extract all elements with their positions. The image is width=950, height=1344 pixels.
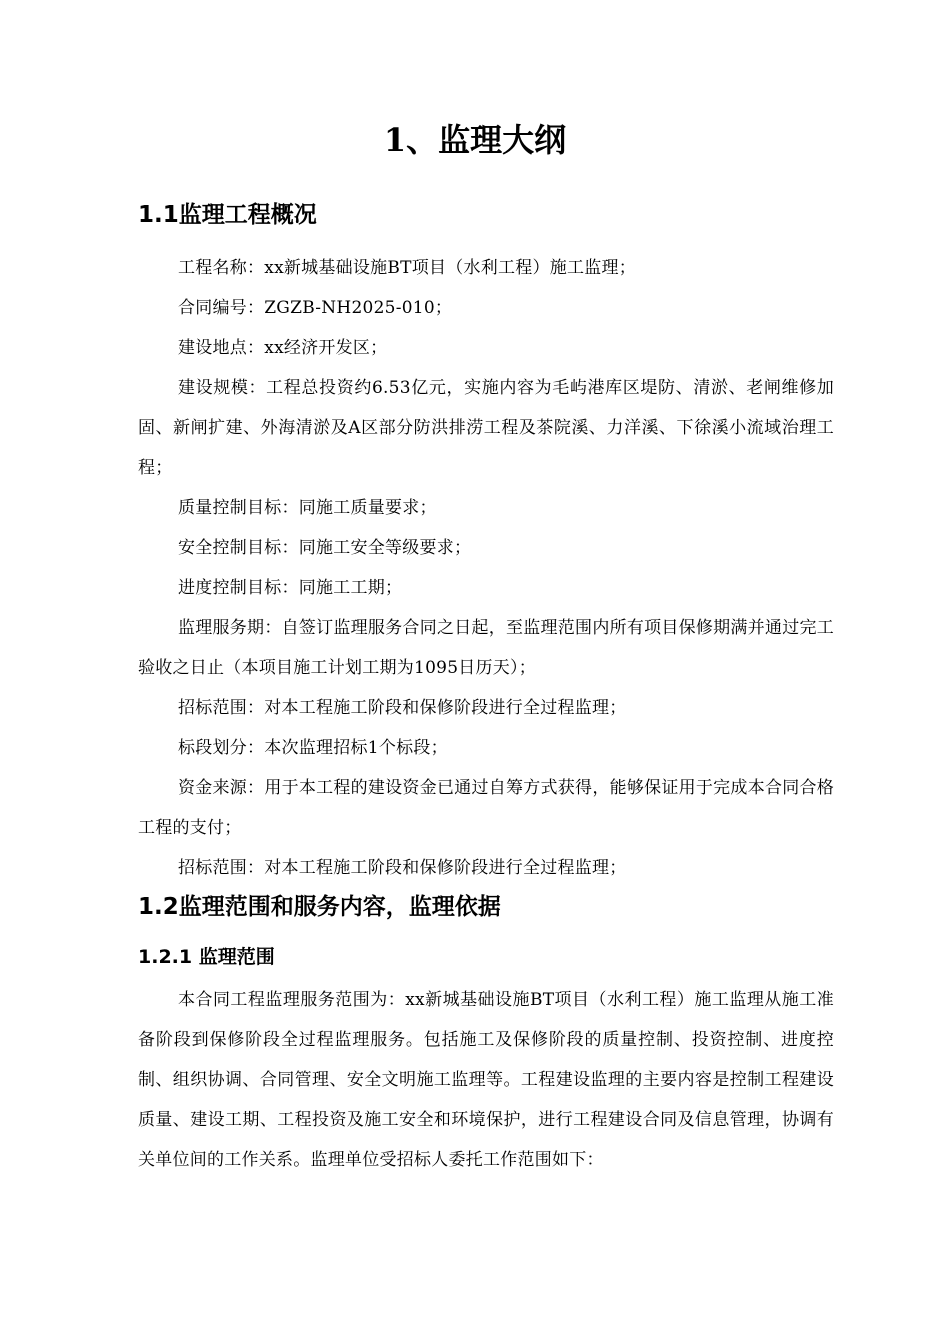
safety-target-item: 安全控制目标：同施工安全等级要求； — [178, 538, 472, 558]
contract-number-item: 合同编号：ZGZB-NH2025-010； — [178, 298, 453, 318]
schedule-target-item: 进度控制目标：同施工工期； — [178, 578, 403, 598]
service-period-item: 监理服务期：自签订监理服务合同之日起，至监理范围内所有项目保修期满并通过完工验收之日止（本项目施工计划工期为1095日历天）； — [138, 618, 834, 678]
section-heading-1-2-1: 1.2.1 监理范围 — [138, 946, 275, 968]
lot-division-item: 标段划分：本次监理招标1个标段； — [178, 738, 448, 758]
tender-scope-item: 招标范围：对本工程施工阶段和保修阶段进行全过程监理； — [178, 698, 627, 718]
project-name-item: 工程名称：xx新城基础设施BT项目（水利工程）施工监理； — [178, 258, 637, 278]
document-title: 1、监理大纲 — [383, 121, 567, 159]
supervision-scope-paragraph: 本合同工程监理服务范围为：xx新城基础设施BT项目（水利工程）施工监理从施工准备阶段到保修阶段全过程监理服务。包括施工及保修阶段的质量控制、投资控制、进度控制、组织协调、合同管理、安全文明施工监理等。工程建设监理的主要内容是控制工程建设质量、建设工期、工程投资及施工安全和环境保护，进行工程建设合同及信息管理，协调有关单位间的工作关系。监理单位受招标人委托工作范围如下： — [138, 990, 834, 1170]
section-heading-1-1: 1.1监理工程概况 — [138, 202, 317, 228]
quality-target-item: 质量控制目标：同施工质量要求； — [178, 498, 437, 518]
section-heading-1-2: 1.2监理范围和服务内容，监理依据 — [138, 894, 501, 920]
funding-source-item: 资金来源：用于本工程的建设资金已通过自筹方式获得，能够保证用于完成本合同合格工程的支付； — [138, 778, 834, 838]
scale-item: 建设规模：工程总投资约6.53亿元，实施内容为毛屿港库区堤防、清淤、老闸维修加固、新闸扩建、外海清淤及A区部分防洪排涝工程及茶院溪、力洋溪、下徐溪小流域治理工程； — [138, 378, 834, 478]
tender-scope-item-repeat: 招标范围：对本工程施工阶段和保修阶段进行全过程监理； — [178, 858, 627, 878]
location-item: 建设地点：xx经济开发区； — [178, 338, 388, 358]
